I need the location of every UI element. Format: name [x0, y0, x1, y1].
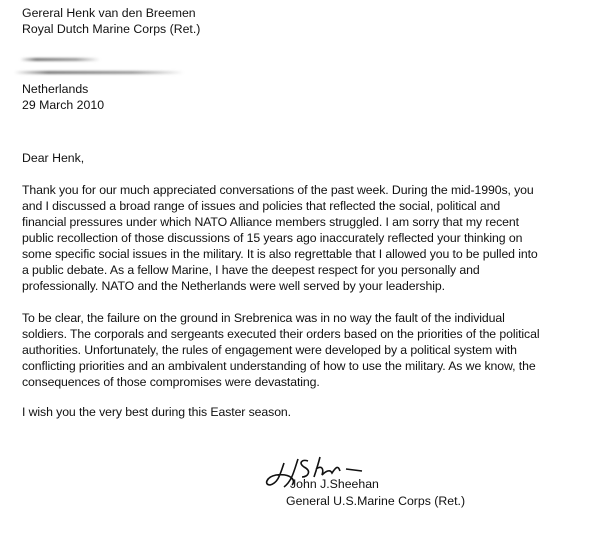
letter-date: 29 March 2010 [22, 98, 105, 112]
text-line: professionally. NATO and the Netherlands were well served by your leadership. [22, 279, 445, 293]
text-line: consequences of those compromises were devastating. [22, 375, 320, 389]
signatory-name: John J.Sheehan [290, 477, 379, 491]
text-line: I wish you the very best during this Easter season. [22, 405, 291, 419]
text-line: a public debate. As a fellow Marine, I have the deepest respect for you personally and [22, 263, 480, 277]
text-line: To be clear, the failure on the ground in Srebrenica was in no way the fault of the individual [22, 311, 505, 325]
recipient-country: Netherlands [22, 82, 89, 96]
text-line: public recollection of those discussions of 15 years ago inaccurately reflected your thinking on [22, 231, 523, 245]
text-line: Thank you for our much appreciated conversations of the past week. During the mid-1990s, you [22, 183, 534, 197]
signatory-title: General U.S.Marine Corps (Ret.) [286, 494, 466, 508]
text-line: soldiers. The corporals and sergeants executed their orders based on the priorities of the political [22, 327, 540, 341]
redacted-line [14, 71, 184, 74]
text-line: authorities. Unfortunately, the rules of engagement were developed by a political system with [22, 343, 517, 357]
text-line: some specific social issues in the military. It is also regrettable that I allowed you to be pulled into [22, 247, 538, 261]
text-line: conflicting priorities and an ambivalent understanding of how to use the military. As we know, the [22, 359, 536, 373]
recipient-name: Gereral Henk van den Breemen [22, 6, 196, 20]
text-line: financial pressures under which NATO Alliance members struggled. I am sorry that my recent [22, 215, 519, 229]
redacted-line [20, 58, 100, 61]
recipient-affiliation: Royal Dutch Marine Corps (Ret.) [22, 22, 201, 36]
salutation: Dear Henk, [22, 151, 85, 165]
text-line: and I discussed a broad range of issues and policies that reflected the social, political and [22, 199, 501, 213]
